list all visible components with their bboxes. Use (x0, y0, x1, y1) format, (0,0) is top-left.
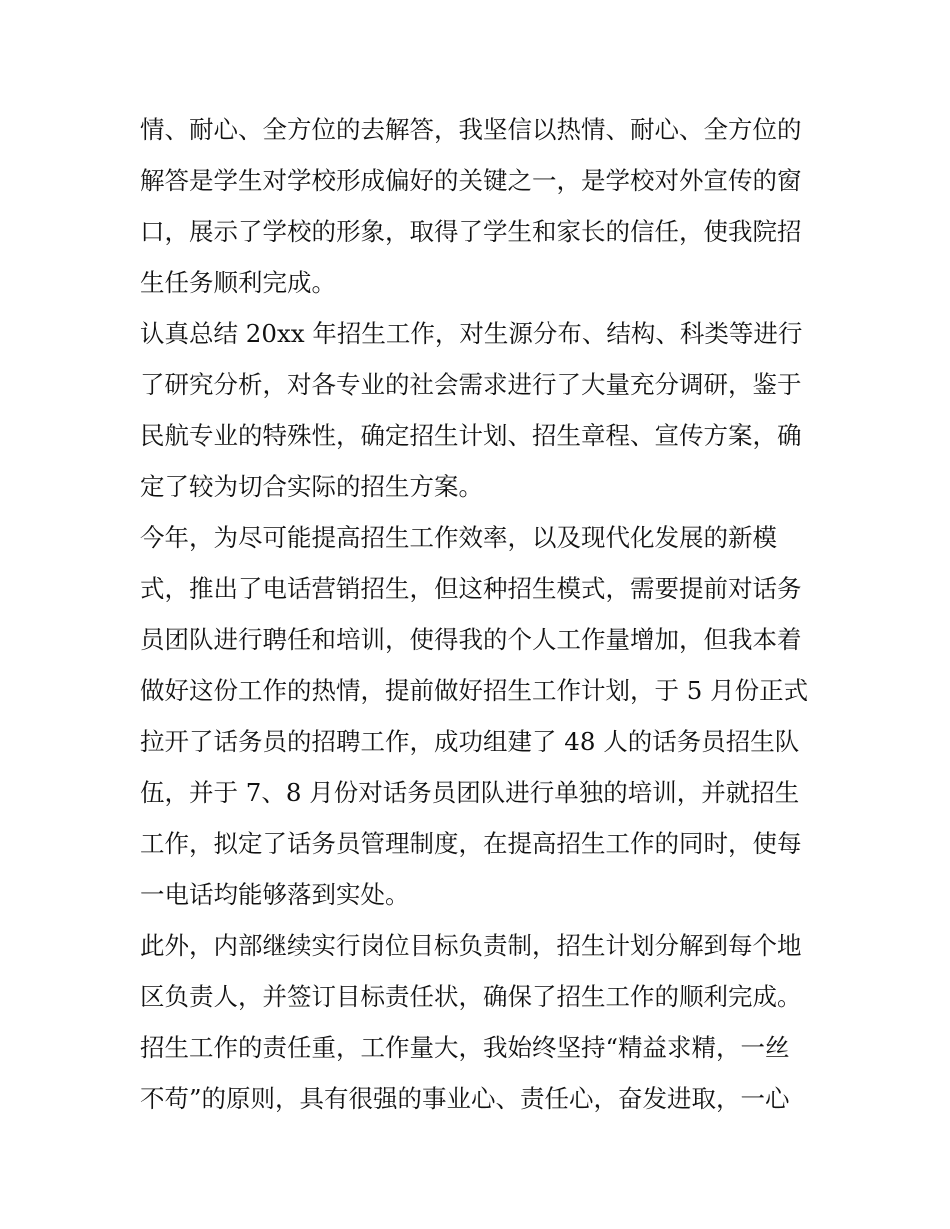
text-line: 区负责人，并签订目标责任状，确保了招生工作的顺利完成。 (140, 982, 802, 1011)
text-line: 生任务顺利完成。 (140, 268, 336, 297)
body-text (140, 104, 812, 1124)
text-line: 今年，为尽可能提高招生工作效率，以及现代化发展的新模 (140, 523, 777, 552)
text-line: 拉开了话务员的招聘工作，成功组建了 48 人的话务员招生队 (140, 727, 800, 756)
text-line: 工作，拟定了话务员管理制度，在提高招生工作的同时，使每 (140, 829, 802, 858)
text-line: 做好这份工作的热情，提前做好招生工作计划，于 5 月份正式 (140, 676, 809, 705)
text-line: 员团队进行聘任和培训，使得我的个人工作量增加，但我本着 (140, 625, 802, 654)
text-line: 伍，并于 7、8 月份对话务员团队进行单独的培训，并就招生 (140, 778, 800, 807)
text-line: 情、耐心、全方位的去解答，我坚信以热情、耐心、全方位的 (140, 115, 802, 144)
text-line: 口，展示了学校的形象，取得了学生和家长的信任，使我院招 (140, 217, 802, 246)
text-line: 一电话均能够落到实处。 (140, 880, 410, 909)
text-line: 不苟”的原则，具有很强的事业心、责任心，奋发进取，一心 (140, 1084, 790, 1113)
text-line: 此外，内部继续实行岗位目标负责制，招生计划分解到每个地 (140, 931, 802, 960)
text-line: 招生工作的责任重，工作量大，我始终坚持“精益求精，一丝 (140, 1033, 790, 1062)
text-line: 定了较为切合实际的招生方案。 (140, 472, 483, 501)
text-line: 认真总结 20xx 年招生工作，对生源分布、结构、科类等进行 (140, 319, 803, 348)
text-line: 式，推出了电话营销招生，但这种招生模式，需要提前对话务 (140, 574, 802, 603)
text-line: 解答是学生对学校形成偏好的关键之一，是学校对外宣传的窗 (140, 166, 802, 195)
text-line: 了研究分析，对各专业的社会需求进行了大量充分调研，鉴于 (140, 370, 802, 399)
text-line: 民航专业的特殊性，确定招生计划、招生章程、宣传方案，确 (140, 421, 802, 450)
